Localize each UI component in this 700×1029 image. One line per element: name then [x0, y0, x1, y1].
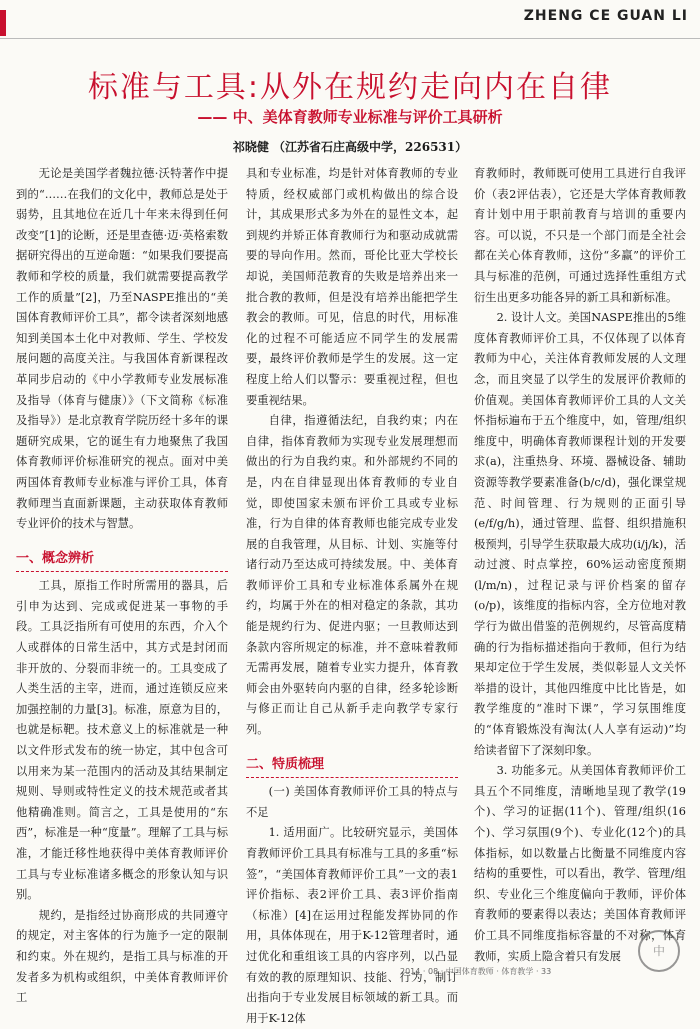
paragraph: 3. 功能多元。从美国体育教师评价工具五个不同维度，清晰地呈现了教学(19个)、学习的证据(11个)、管理/组织(16个)、学习氛围(9个)、专业化(12个)的具体指标，如以数量占比衡量不同维度内容结构的重要性，可以看出，教学、管理/组织、专业化三个维度偏向于教师，评价体育教师的要素得以表达；美国体育教师评价工具不同维度指标容量的不对称，体育教师，实质上隐含着只有发展	[474, 764, 686, 963]
subsection-heading: (一) 美国体育教师评价工具的特点与不足	[246, 785, 458, 819]
header-accent-bar	[0, 10, 6, 36]
article-title: 标准与工具:从外在规约走向内在自律	[87, 70, 613, 105]
paragraph: 自律，指遵循法纪，自我约束；内在自律，指体育教师为实现专业发展理想而做出的行为自我约束。和外部规约不同的是，内在自律显现出体育教师的专业自觉，即使国家未颁布评价工具或专业标准，行为自律的体育教师也能完成专业发展的自我管理，从目标、计划、实施等付诸行动乃至达成可持续发展。中、美体育教师评价工具和专业标准体系属外在规约，均属于外在的相对稳定的条款，其功能是规约行为、促进内驱；一旦教师达到条款内容所规定的标准，并不意味着教师无需再发展，随着专业实力提升，体育教师会由外驱转向内驱的自律，经多轮诊断与修正而让自己从新手走向教学专家行列。	[246, 414, 458, 737]
column-3	[474, 164, 686, 967]
page-footer: 2014 · 08 · 中国体育教师 · 体育教学 · 33	[400, 967, 552, 976]
paragraph: 无论是美国学者魏拉德·沃特著作中提到的“……在我们的文化中，教师总是处于弱势，且其地位在近几十年来未得到任何改变”[1]的论断，还是里查德·迈·英格索数据研究得出的互逆命题：“如果我们要提高教师和学校的质量，我们就需要提高教学工作的质量”[2]，乃至NASPE推出的“美国体育教师评价工具”，都令读者深刻地感知到美国本土化中对教师、学生、学校发展问题的高度关注。与我国体育新课程改革同步启动的《中小学教师专业发展标准及指导（体育与健康）》（下文简称《标准及指导》）是北京教育学院历经十多年的课题研究成果，它的诞生有力地聚焦了我国体育教师评价标准研究的视点。面对中美两国体育教师专业标准与评价工具，体育教师理当直面新课题，主动获取体育教师专业评价的技术与智慧。	[16, 167, 228, 531]
article-author: 祁晓健 （江苏省石庄高级中学，226531）	[232, 140, 468, 154]
column-label: ZHENG CE GUAN LI	[523, 8, 688, 24]
column-2	[246, 164, 458, 1029]
page-header	[0, 0, 700, 39]
paragraph: 2. 设计人文。美国NASPE推出的5维度体育教师评价工具，不仅体现了以体育教师为中心，关注体育教师发展的人文理念，而且突显了以学生的发展评价教师的价值观。美国体育教师评价工具的人文关怀指标遍布于五个维度中，如，管理/组织维度中，明确体育教师课程计划的开发要求(a)，注重热身、环境、器械设备、辅助资源等教学要素准备(b/c/d)，强化课堂规范、时间管理、行为规则的正面引导(e/f/g/h)，通过管理、监督、组织措施积极预判，引导学生获取最大成功(i/j/k)，活动过渡、时点掌控，60%运动密度预期(l/m/n)，过程记录与评价档案的留存(o/p)，该维度的指标内容，全方位地对教学行为做出借鉴的范例规约，尽管高度精确的行为指标描述指向于教师，但行为结果却定位于学生发展，类似彰显人文关怀举措的设计，其他四维度中比比皆是，如教学维度的“准时下课”，学习氛围维度的“体育锻炼没有淘汰(人人享有运动)”均给读者留下了深刻印象。	[474, 311, 686, 757]
paragraph: 规约，是指经过协商形成的共同遵守的规定，对主客体的行为施予一定的限制和约束。外在规约，是指工具与标准的开发者多为机构或组织，中美体育教师评价工	[16, 908, 228, 1005]
section-heading: 一、概念辨析	[16, 549, 228, 573]
paragraph: 工具，原指工作时所需用的器具，后引申为达到、完成或促进某一事物的手段。工具泛指所有可使用的东西，介入个人或群体的日常生活中，其方式是封闭而非开放的、分裂而非统一的。工具变成了人类生活的主宰，进而，通过连锁反应来加强控制的力量[3]。标准，原意为目的，也就是标靶。技术意义上的标准就是一种以文件形式发布的统一协定，其中包含可以用来为某一范围内的活动及其结果制定规则、导则或特性定义的技术规范或者其他精确准则。简言之，工具是使用的“东西”，标准是一种“度量”。理解了工具与标准，才能迁移性地获得中美体育教师评价工具与专业标准诸多概念的形象认知与识别。	[16, 579, 228, 902]
paragraph: 1. 适用面广。比较研究显示，美国体育教师评价工具具有标准与工具的多重“标签”，“美国体育教师评价工具”一文的表1评价指标、表2评价工具、表3评价指南（标准）[4]在运用过程能发挥协同的作用，具体体现在，用于K-12管理者时，通过优化和重组该工具的内容序列，以凸显有效的教的原理知识、技能、行为，制订出指向于专业发展目标领域的新工具。而用于K-12体	[246, 826, 458, 1025]
library-stamp: 中	[638, 930, 680, 972]
paragraph: 育教师时，教师既可使用工具进行自我评价（表2评估表），它还是大学体育教师教育计划中用于职前教育与培训的重要内容。可以说，不只是一个部门而是全社会都在关心体育教师，这份“多赢”的评价工具与标准的范例，可通过选择性重组方式衍生出更多功能各异的新工具和新标准。	[474, 167, 686, 304]
article-subtitle: —— 中、美体育教师专业标准与评价工具研析	[197, 108, 503, 126]
section-heading: 二、特质梳理	[246, 755, 458, 779]
paragraph: 具和专业标准，均是针对体育教师的专业特质，经权威部门或机构做出的综合设计，其成果形式多为外在的显性文本，起到规约并矫正体育教师行为和驱动成就需要的导向作用。然而，哥伦比亚大学校长却说，美国师范教育的失败是培养出来一批合教的教师，但是没有培养出能把学生教会的教师。可见，信息的时代，用标准化的过程不可能适应不同学生的发展需要，最终评价教师是学生的发展。这一定程度上给人们以警示：要重视过程，但也要重视结果。	[246, 167, 458, 407]
column-1	[16, 164, 228, 1009]
